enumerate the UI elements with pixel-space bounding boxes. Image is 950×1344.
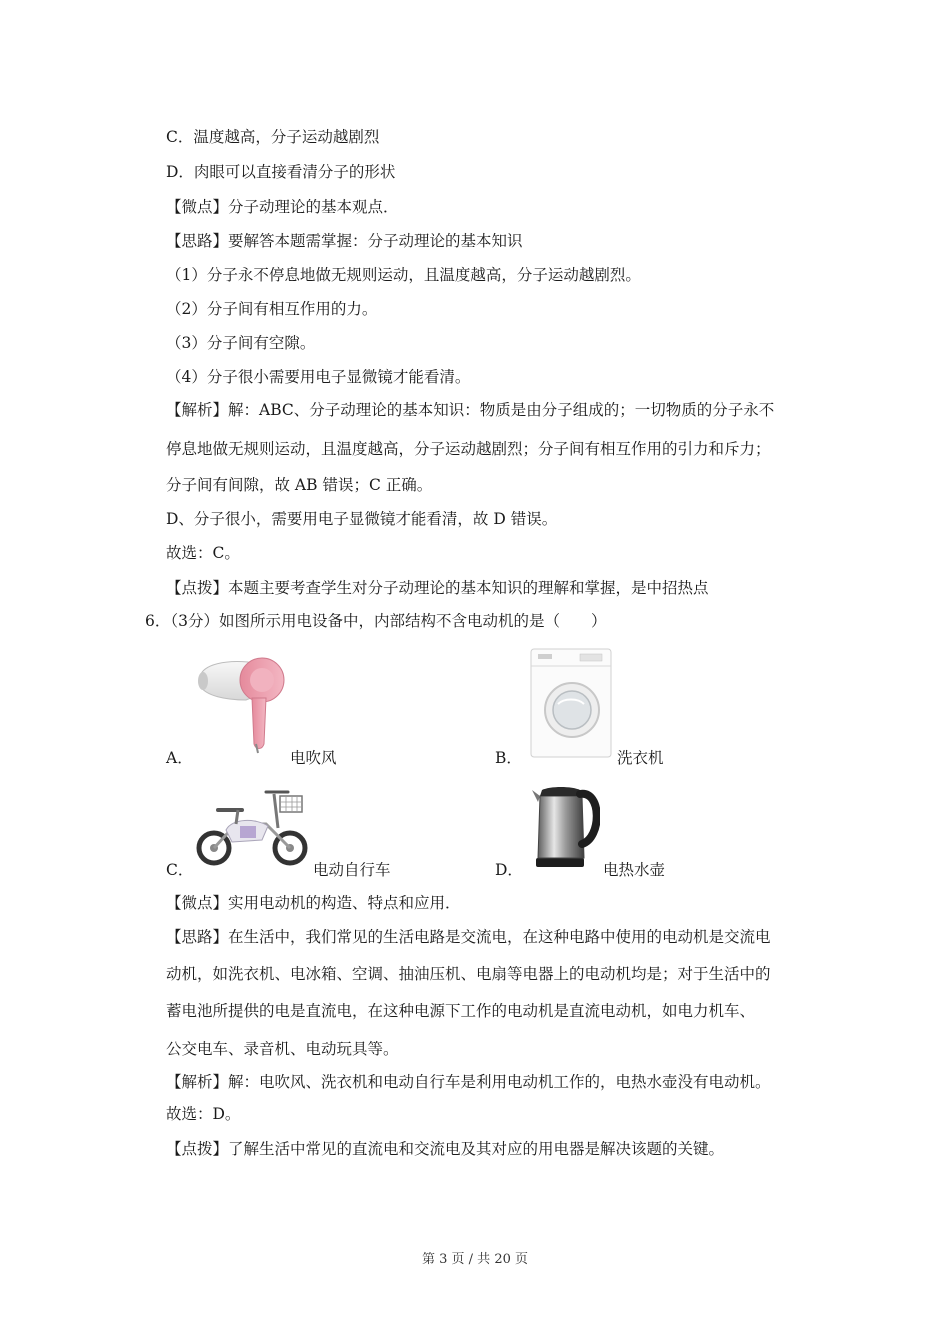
q6-option-d-label: D．	[495, 861, 523, 879]
q5-jiexi-line-4: D、分子很小，需要用电子显微镜才能看清，故 D 错误。	[166, 510, 558, 528]
q6-option-d-caption: 电热水壶	[603, 861, 666, 879]
q5-answer: 故选：C。	[166, 544, 240, 562]
q6-silu-line-3: 蓄电池所提供的电是直流电，在这种电源下工作的电动机是直流电动机，如电力机车、	[166, 1002, 756, 1020]
q6-dianbo: 【点拨】了解生活中常见的直流电和交流电及其对应的用电器是解决该题的关键。	[166, 1140, 725, 1158]
q5-point-2: （2）分子间有相互作用的力。	[166, 300, 378, 318]
q5-point-3: （3）分子间有空隙。	[166, 334, 316, 352]
electric-kettle-icon	[530, 782, 600, 868]
page-footer: 第 3 页 / 共 20 页	[422, 1252, 528, 1267]
q6-jiexi: 【解析】解：电吹风、洗衣机和电动自行车是利用电动机工作的，电热水壶没有电动机。	[166, 1073, 771, 1091]
q5-weidian: 【微点】分子动理论的基本观点．	[166, 198, 399, 216]
q5-option-c: C．温度越高，分子运动越剧烈	[166, 128, 380, 146]
q6-answer: 故选：D。	[166, 1105, 241, 1123]
washing-machine-icon	[530, 648, 612, 758]
q6-option-b-caption: 洗衣机	[617, 749, 664, 767]
q5-jiexi-line-3: 分子间有间隙，故 AB 错误；C 正确。	[166, 476, 433, 494]
q6-option-c-caption: 电动自行车	[313, 861, 391, 879]
q6-silu-line-1: 【思路】在生活中，我们常见的生活电路是交流电，在这种电路中使用的电动机是交流电	[166, 928, 771, 946]
q6-stem: 6．（3分）如图所示用电设备中，内部结构不含电动机的是（ ）	[145, 612, 607, 630]
q5-jiexi-line-2: 停息地做无规则运动，且温度越高，分子运动越剧烈；分子间有相互作用的引力和斥力；	[166, 440, 771, 458]
q6-silu-line-2: 动机，如洗衣机、电冰箱、空调、抽油压机、电扇等电器上的电动机均是；对于生活中的	[166, 965, 771, 983]
q5-point-4: （4）分子很小需要用电子显微镜才能看清。	[166, 368, 471, 386]
hair-dryer-icon	[196, 652, 288, 754]
electric-bicycle-icon	[196, 780, 310, 868]
q5-silu: 【思路】要解答本题需掌握：分子动理论的基本知识	[166, 232, 523, 250]
q6-option-a-caption: 电吹风	[290, 749, 337, 767]
q6-option-a-label: A．	[166, 749, 193, 767]
q5-dianbo: 【点拨】本题主要考查学生对分子动理论的基本知识的理解和掌握，是中招热点	[166, 579, 709, 597]
q6-weidian: 【微点】实用电动机的构造、特点和应用．	[166, 894, 461, 912]
q5-jiexi-line-1: 【解析】解：ABC、分子动理论的基本知识：物质是由分子组成的；一切物质的分子永不	[166, 401, 775, 419]
q6-silu-line-4: 公交电车、录音机、电动玩具等。	[166, 1040, 399, 1058]
q6-option-b-label: B．	[495, 749, 522, 767]
q5-point-1: （1）分子永不停息地做无规则运动，且温度越高，分子运动越剧烈。	[166, 266, 641, 284]
q6-option-c-label: C．	[166, 861, 194, 879]
q5-option-d: D．肉眼可以直接看清分子的形状	[166, 163, 396, 181]
